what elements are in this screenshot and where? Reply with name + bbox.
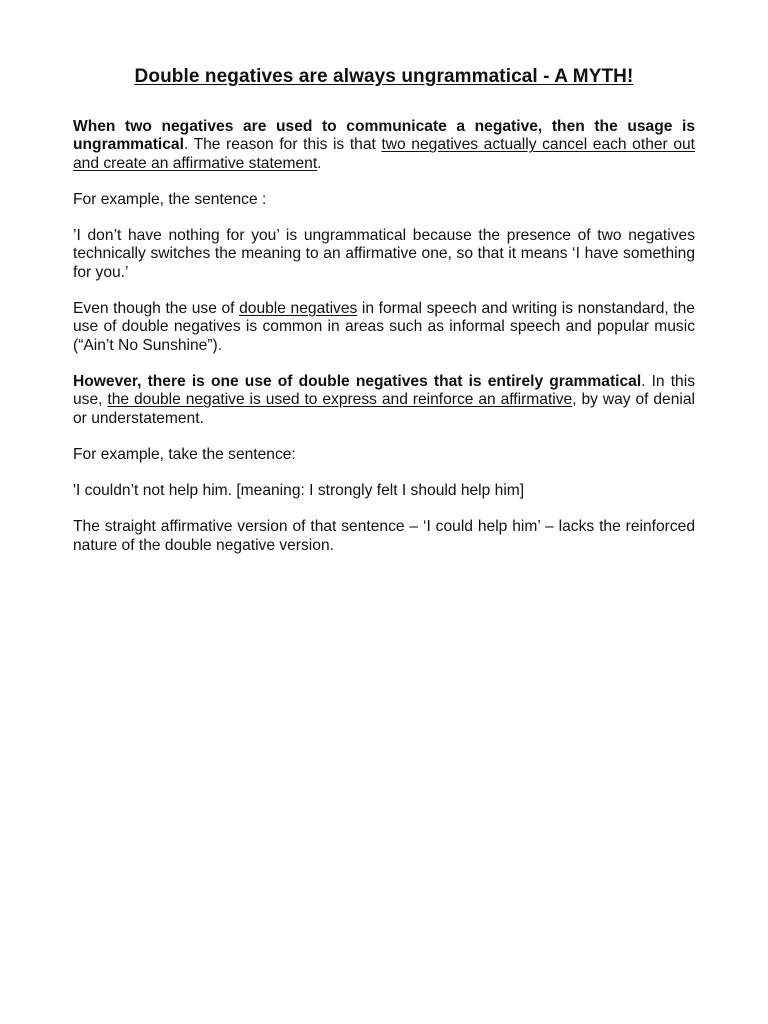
paragraph-example-sentence: ’I don’t have nothing for you’ is ungrammatical because the presence of two negatives technically switches the meaning to an affirmative one, so that it means ‘I have something for you.’ — [73, 227, 695, 281]
text-span: . The reason for this is that — [183, 136, 382, 154]
paragraph-example-intro-2: For example, take the sentence: — [73, 445, 296, 463]
paragraph-example-sentence-2: 'I couldn’t not help him. [meaning: I strongly felt I should help him] — [73, 482, 525, 500]
underlined-phrase: double negatives — [239, 300, 358, 318]
text-span: . — [317, 154, 322, 172]
paragraph-nonstandard-usage — [73, 300, 695, 355]
paragraph-ungrammatical-rule — [73, 118, 695, 173]
text-span: in formal speech and writing is nonstandard, the use of double negatives is common in areas such as informal speech and popular music (“Ain’t No Sunshine”). — [73, 300, 695, 354]
underlined-phrase: two negatives actually cancel each other out and create an affirmative statement — [73, 136, 695, 172]
text-span: , by way of denial or understatement. — [73, 391, 695, 427]
paragraph-example-intro: For example, the sentence : — [73, 190, 267, 208]
bold-statement: However, there is one use of double negatives that is entirely grammatical — [73, 372, 642, 390]
bold-statement: When two negatives are used to communicate a negative, then the usage is ungrammatical — [73, 118, 695, 154]
text-span: . In this use, — [73, 372, 695, 409]
document-page — [73, 66, 695, 573]
text-span: Even though the use of — [73, 300, 240, 318]
paragraph-grammatical-use — [73, 373, 695, 428]
underlined-phrase: the double negative is used to express and reinforce an affirmative — [107, 391, 573, 409]
paragraph-conclusion: The straight affirmative version of that sentence – ‘I could help him’ – lacks the reinforced nature of the double negative version. — [73, 518, 695, 554]
page-title: Double negatives are always ungrammatical - A MYTH! — [134, 66, 634, 87]
